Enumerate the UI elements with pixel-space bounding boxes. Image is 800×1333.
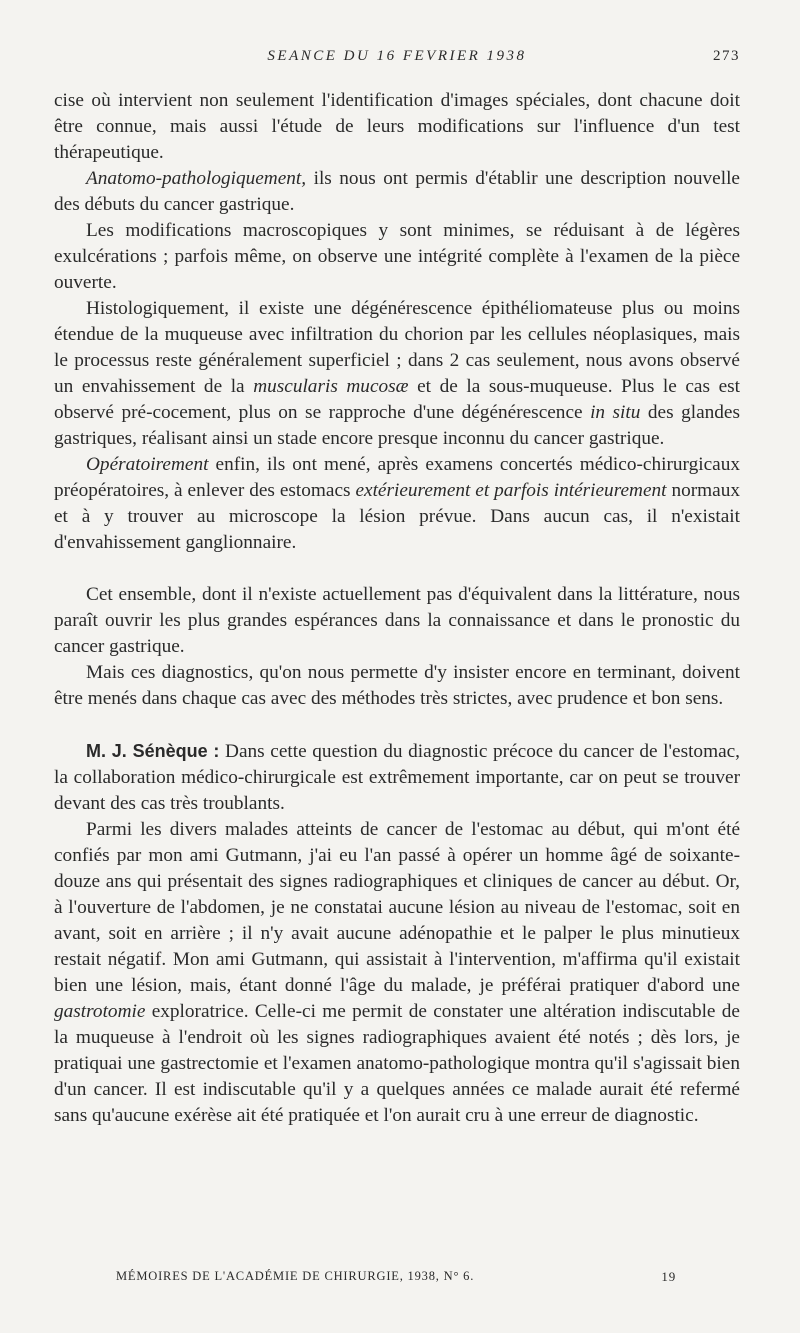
- paragraph-text: et de la sous-muqueuse. Plus le cas est observé pré-cocement, plus on se rapproche d'une dégénérescence: [54, 376, 740, 423]
- speaker-name: Sénèque :: [132, 741, 220, 761]
- paragraph-text: Mais ces diagnostics, qu'on nous permette d'y insister encore en terminant, doivent être menés dans chaque cas avec des méthodes très strictes, avec prudence et bon sens.: [54, 662, 740, 709]
- sheet-number: 19: [661, 1269, 676, 1284]
- paragraph-text: Cet ensemble, dont il n'existe actuellement pas d'équivalent dans la littérature, nous paraît ouvrir les plus grandes espérances dans la connaissance et dans le pronostic du cancer gastrique.: [54, 584, 740, 657]
- italic-term: Anatomo-pathologiquement,: [86, 168, 307, 189]
- page-number: 273: [713, 48, 740, 64]
- paragraph-text: ils nous ont permis d'établir une description nouvelle des débuts du cancer gastrique.: [54, 168, 740, 215]
- paragraph-6: [54, 582, 740, 660]
- paragraph-8: [54, 738, 740, 817]
- paragraph-7: [54, 660, 740, 712]
- body-text: [54, 88, 740, 1129]
- paragraph-2: [54, 166, 740, 218]
- running-header: [54, 48, 740, 72]
- paragraph-text: Les modifications macroscopiques y sont minimes, se réduisant à de légères exulcérations ; parfois même, on observe une intégrité complète à l'examen de la pièce ouverte.: [54, 220, 740, 293]
- italic-term: in situ: [590, 402, 641, 423]
- running-title: SEANCE DU 16 FEVRIER 1938: [267, 48, 527, 64]
- paragraph-text: Histologiquement, il existe une dégénérescence épithéliomateuse plus ou moins étendue de la muqueuse avec infiltration du chorion par les cellules néoplasiques, mais le processus reste généralement superficiel ; dans 2 cas seulement, nous avons observé un envahissement de la: [54, 298, 740, 397]
- speaker-prefix: M. J.: [86, 741, 133, 761]
- paragraph-text: cise où intervient non seulement l'identification d'images spéciales, dont chacune doit être connue, mais aussi l'étude de leurs modifications sur l'influence d'un test thérapeutique.: [54, 90, 740, 163]
- paragraph-4: [54, 296, 740, 452]
- italic-term: muscularis mucosæ: [253, 376, 409, 397]
- paragraph-1: [54, 88, 740, 166]
- paragraph-text: exploratrice. Celle-ci me permit de constater une altération indiscutable de la muqueuse à l'endroit où les signes radiographiques avaient été notés ; dès lors, je pratiquai une gastrectomie et l'examen anatomo-pathologique montra qu'il s'agissait bien d'un cancer. Il est indiscutable qu'il y a quelques années ce malade aurait été refermé sans qu'aucune exérèse ait été pratiquée et l'on aurait cru à une erreur de diagnostic.: [54, 1001, 740, 1126]
- paragraph-text: Parmi les divers malades atteints de cancer de l'estomac au début, qui m'ont été confiés par mon ami Gutmann, j'ai eu l'an passé à opérer un homme âgé de soixante-douze ans qui présentait des signes radiographiques et cliniques de cancer au début. Or, à l'ouverture de l'abdomen, je ne constatai aucune lésion au niveau de l'estomac, soit en avant, soit en arrière ; il n'y avait aucune adénopathie et le palper le plus minutieux restait négatif. Mon ami Gutmann, qui assistait à l'intervention, m'affirma qu'il existait bien une lésion, mais, étant donné l'âge du malade, je préférai pratiquer d'abord une: [54, 819, 740, 996]
- paragraph-text: Dans cette question du diagnostic précoce du cancer de l'estomac, la collaboration médico-chirurgicale est extrêmement importante, car on peut se trouver devant des cas très troublants.: [54, 741, 741, 814]
- italic-term: extérieurement et parfois intérieurement: [355, 480, 667, 501]
- italic-term: Opératoirement: [86, 454, 209, 475]
- paragraph-text: enfin, ils ont mené, après examens concertés médico-chirurgicaux préopératoires, à enlever des estomacs: [54, 454, 740, 501]
- paragraph-5: [54, 452, 740, 556]
- journal-reference: MÉMOIRES DE L'ACADÉMIE DE CHIRURGIE, 1938, N° 6.: [116, 1269, 475, 1283]
- page-footer: [116, 1269, 676, 1289]
- italic-term: gastrotomie: [54, 1001, 146, 1022]
- paragraph-text: des glandes gastriques, réalisant ainsi un stade encore presque inconnu du cancer gastrique.: [54, 402, 740, 449]
- paragraph-3: [54, 218, 740, 296]
- paragraph-9: [54, 817, 740, 1129]
- paragraph-text: normaux et à y trouver au microscope la lésion prévue. Dans aucun cas, il n'existait d'envahissement ganglionnaire.: [54, 480, 741, 553]
